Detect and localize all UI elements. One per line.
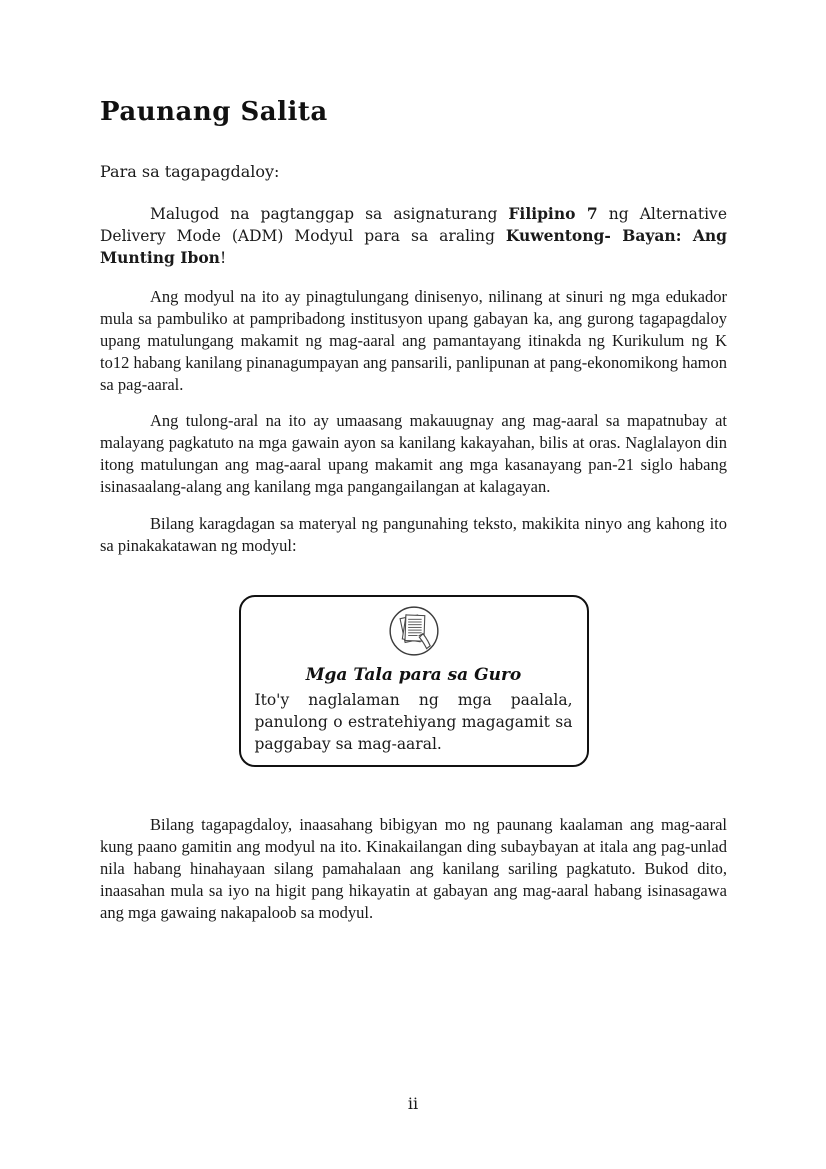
page-content [100, 0, 727, 924]
salutation-line: Para sa tagapagdaloy: [100, 162, 280, 181]
paragraph-module-design: Ang modyul na ito ay pinagtulungang dinisenyo, nilinang at sinuri ng mga edukador mula sa pambuliko at pampribadong institusyon upang gabayan ka, ang gurong tagapagdaloy upang matulungang makamit ng mag-aaral ang pamantayang itinakda ng Kurikulum ng K to12 habang kanilang pinanagumpayan ang pansarili, panlipunan at pang-ekonomikong hamon sa pag-aaral. [100, 287, 727, 394]
paragraph-welcome-text-3: ! [219, 249, 227, 267]
note-box-body: Ito'y naglalaman ng mga paalala, panulong o estratehiyang magagamit sa paggabay sa mag-aaral. [254, 691, 573, 753]
page-number: ii [407, 1094, 419, 1113]
teacher-note-box [239, 595, 589, 767]
notes-documents-hand-icon [387, 604, 441, 658]
note-icon-wrap [255, 604, 573, 658]
paragraph-box-intro: Bilang karagdagan sa materyal ng pangunahing teksto, makikita ninyo ang kahong ito sa pinakakatawan ng modyul: [100, 514, 727, 555]
lesson-title-bold: Kuwentong- Bayan: Ang Munting Ibon [100, 226, 727, 267]
paragraph-welcome-text-1: Malugod na pagtanggap sa asignaturang [150, 205, 509, 223]
paragraph-welcome [100, 203, 727, 269]
paragraph-facilitator-role: Bilang tagapagdaloy, inaasahang bibigyan mo ng paunang kaalaman ang mag-aaral kung paano gamitin ang modyul na ito. Kinakailangan ding subaybayan at itala ang pag-unlad nila habang hinahayaan silang pamahalaan ang kanilang sariling pagkatuto. Bukod dito, inaasahan mula sa iyo na higit pang hikayatin at gabayan ang mag-aaral habang isinasagawa ang mga gawaing nakapaloob sa modyul. [100, 815, 727, 922]
subject-name-bold: Filipino 7 [508, 204, 598, 223]
paragraph-learning-aid: Ang tulong-aral na ito ay umaasang makauugnay ang mag-aaral sa mapatnubay at malayang pagkatuto na mga gawain ayon sa kanilang kakayahan, bilis at oras. Naglalayon din itong matulungan ang mag-aaral upang makamit ang mga kasanayang pan-21 siglo habang isinasaalang-alang ang kanilang mga pangangailangan at kalagayan. [100, 411, 727, 496]
page-title: Paunang Salita [100, 97, 328, 127]
paragraph-welcome-text-2: ng Alternative Delivery Mode (ADM) Modyul para sa araling [100, 205, 727, 245]
note-box-heading: Mga Tala para sa Guro [305, 665, 522, 685]
